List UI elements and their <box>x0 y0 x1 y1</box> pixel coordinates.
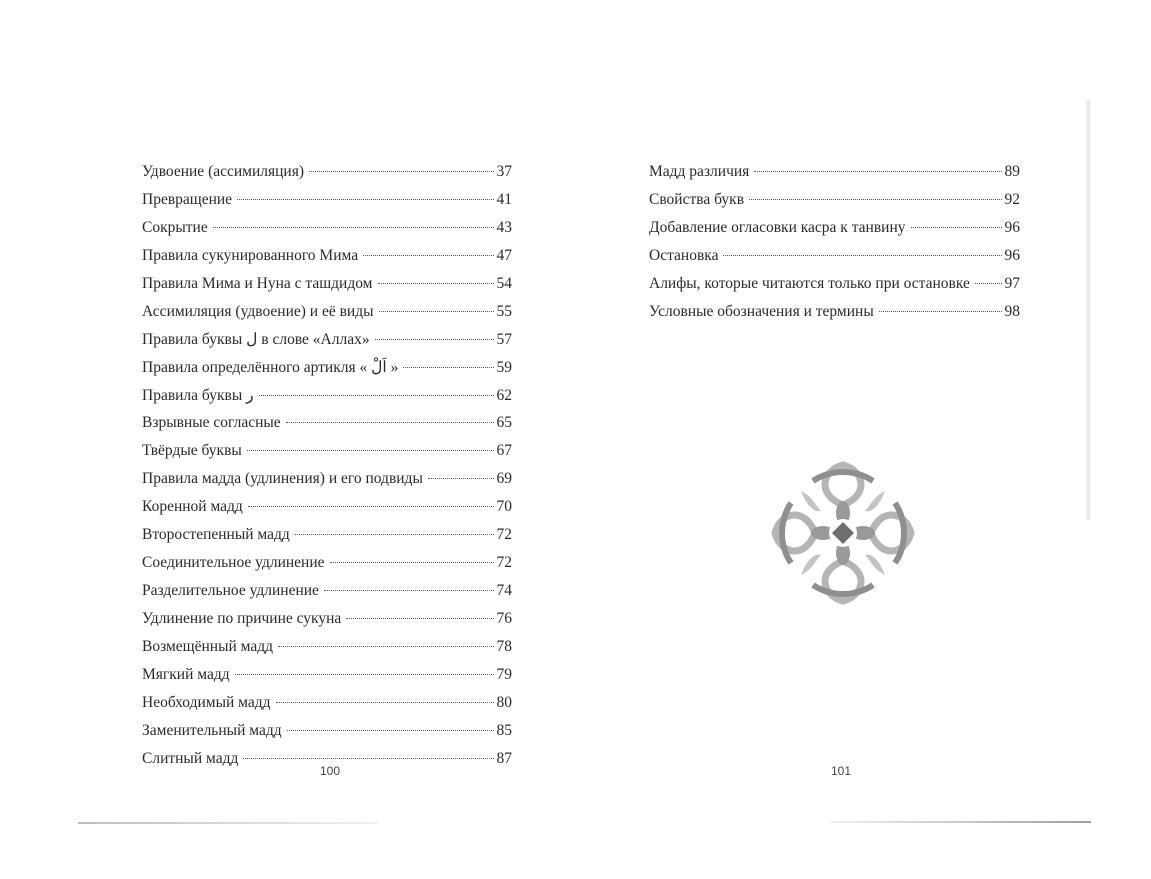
page-number: 101 <box>831 764 852 778</box>
toc-entry <box>142 158 512 186</box>
dot-leader <box>295 534 494 535</box>
toc-entry-title: Взрывные согласные <box>142 414 281 432</box>
toc-entry-page: 80 <box>496 693 512 711</box>
toc-entry <box>142 493 512 521</box>
page-edge <box>830 821 1091 823</box>
toc-entry-title: Мягкий мадд <box>142 665 230 683</box>
toc-entry-page: 54 <box>496 274 512 292</box>
toc-entry <box>142 242 512 270</box>
toc-entry <box>142 549 512 577</box>
toc-right-page <box>649 158 1020 326</box>
dot-leader <box>276 702 494 703</box>
toc-entry-page: 41 <box>496 190 512 208</box>
toc-entry-page: 37 <box>496 163 512 180</box>
toc-entry-title: Алифы, которые читаются только при остановке <box>649 274 970 292</box>
dot-leader <box>324 590 494 591</box>
page-edge <box>78 822 378 824</box>
toc-entry-title: Правила Мима и Нуна с ташдидом <box>142 274 373 292</box>
toc-entry-title: Второстепенный мадд <box>142 526 290 544</box>
toc-entry-title: Заменительный мадд <box>142 721 282 739</box>
toc-entry-page: 97 <box>1004 274 1020 292</box>
toc-entry-title: Правила буквы ر <box>142 386 254 404</box>
toc-entry <box>142 354 512 382</box>
dot-leader <box>754 171 1001 172</box>
dot-leader <box>379 311 494 312</box>
dot-leader <box>237 199 493 200</box>
toc-entry-page: 47 <box>496 246 512 264</box>
dot-leader <box>247 450 494 451</box>
toc-entry-title: Необходимый мадд <box>142 693 271 711</box>
toc-entry <box>142 465 512 493</box>
toc-entry-page: 85 <box>496 721 512 739</box>
toc-entry-page: 79 <box>496 665 512 683</box>
dot-leader <box>723 255 1001 256</box>
toc-entry-page: 59 <box>496 358 512 376</box>
toc-entry <box>649 214 1020 242</box>
toc-entry <box>142 661 512 689</box>
toc-entry-page: 65 <box>496 414 512 432</box>
toc-entry <box>142 717 512 745</box>
toc-entry-title: Удвоение (ассимиляция) <box>142 163 305 180</box>
toc-entry <box>142 633 512 661</box>
toc-entry-page: 72 <box>496 526 512 544</box>
toc-entry-page: 72 <box>496 554 512 572</box>
toc-entry-title: Свойства букв <box>649 190 745 208</box>
toc-entry <box>142 521 512 549</box>
dot-leader <box>278 646 493 647</box>
toc-entry-page: 69 <box>496 470 512 488</box>
toc-entry-title: Твёрдые буквы <box>142 442 242 460</box>
toc-entry <box>142 298 512 326</box>
toc-entry-page: 96 <box>1004 246 1020 264</box>
toc-entry-title: Ассимиляция (удвоение) и её виды <box>142 302 374 320</box>
toc-entry-title: Слитный мадд <box>142 749 239 767</box>
dot-leader <box>403 367 493 368</box>
toc-entry-title: Остановка <box>649 246 719 264</box>
toc-entry-title: Добавление огласовки касра к танвину <box>649 218 906 236</box>
toc-entry-page: 76 <box>496 610 512 627</box>
toc-entry <box>142 437 512 465</box>
toc-entry-title: Правила мадда (удлинения) и его подвиды <box>142 470 423 488</box>
dot-leader <box>749 199 1001 200</box>
dot-leader <box>375 339 494 340</box>
toc-entry <box>649 270 1020 298</box>
toc-entry <box>142 186 512 214</box>
toc-entry-title: Мадд различия <box>649 163 750 180</box>
toc-entry-page: 92 <box>1004 190 1020 208</box>
dot-leader <box>346 618 493 619</box>
toc-entry <box>142 270 512 298</box>
dot-leader <box>213 227 494 228</box>
toc-entry-page: 55 <box>496 302 512 320</box>
toc-entry-title: Соединительное удлинение <box>142 554 325 572</box>
toc-entry-page: 87 <box>496 749 512 767</box>
dot-leader <box>259 395 494 396</box>
dot-leader <box>235 674 494 675</box>
dot-leader <box>911 227 1002 228</box>
toc-entry-page: 96 <box>1004 218 1020 236</box>
page-number: 100 <box>320 764 341 778</box>
dot-leader <box>243 758 493 759</box>
toc-entry <box>649 186 1020 214</box>
toc-entry-page: 70 <box>496 498 512 516</box>
toc-entry <box>142 577 512 605</box>
toc-entry-title: Возмещённый мадд <box>142 637 274 655</box>
toc-entry-title: Правила буквы ل в слове «Аллах» <box>142 330 370 348</box>
dot-leader <box>975 283 1002 284</box>
toc-entry-page: 43 <box>496 218 512 236</box>
toc-entry <box>142 214 512 242</box>
toc-entry <box>649 158 1020 186</box>
toc-entry-title: Превращение <box>142 190 233 208</box>
toc-entry <box>142 382 512 410</box>
dot-leader <box>363 255 493 256</box>
dot-leader <box>309 171 493 172</box>
dot-leader <box>248 506 494 507</box>
toc-entry <box>142 689 512 717</box>
toc-entry-title: Условные обозначения и термины <box>649 302 874 320</box>
toc-entry-title: Правила определённого артикля « اَلْ » <box>142 358 399 376</box>
toc-left-page <box>142 158 512 773</box>
dot-leader <box>378 283 494 284</box>
toc-entry-page: 67 <box>496 442 512 460</box>
toc-entry <box>142 326 512 354</box>
dot-leader <box>286 422 494 423</box>
toc-entry-title: Разделительное удлинение <box>142 582 319 600</box>
page-edge <box>1086 100 1091 520</box>
toc-entry <box>142 409 512 437</box>
toc-entry-page: 74 <box>496 582 512 600</box>
toc-entry-title: Коренной мадд <box>142 498 243 516</box>
toc-entry-title: Сокрытие <box>142 218 208 236</box>
dot-leader <box>287 730 494 731</box>
toc-entry-title: Правила сукунированного Мима <box>142 246 359 264</box>
toc-entry-page: 62 <box>496 386 512 404</box>
toc-entry-title: Удлинение по причине сукуна <box>142 610 342 627</box>
dot-leader <box>330 562 494 563</box>
toc-entry <box>649 242 1020 270</box>
toc-entry-page: 89 <box>1004 163 1020 180</box>
floral-ornament-icon <box>768 458 918 608</box>
toc-entry-page: 78 <box>496 637 512 655</box>
toc-entry-page: 98 <box>1004 302 1020 320</box>
toc-entry-page: 57 <box>496 330 512 348</box>
toc-entry <box>142 605 512 633</box>
toc-entry <box>649 298 1020 326</box>
dot-leader <box>428 478 494 479</box>
dot-leader <box>879 311 1002 312</box>
